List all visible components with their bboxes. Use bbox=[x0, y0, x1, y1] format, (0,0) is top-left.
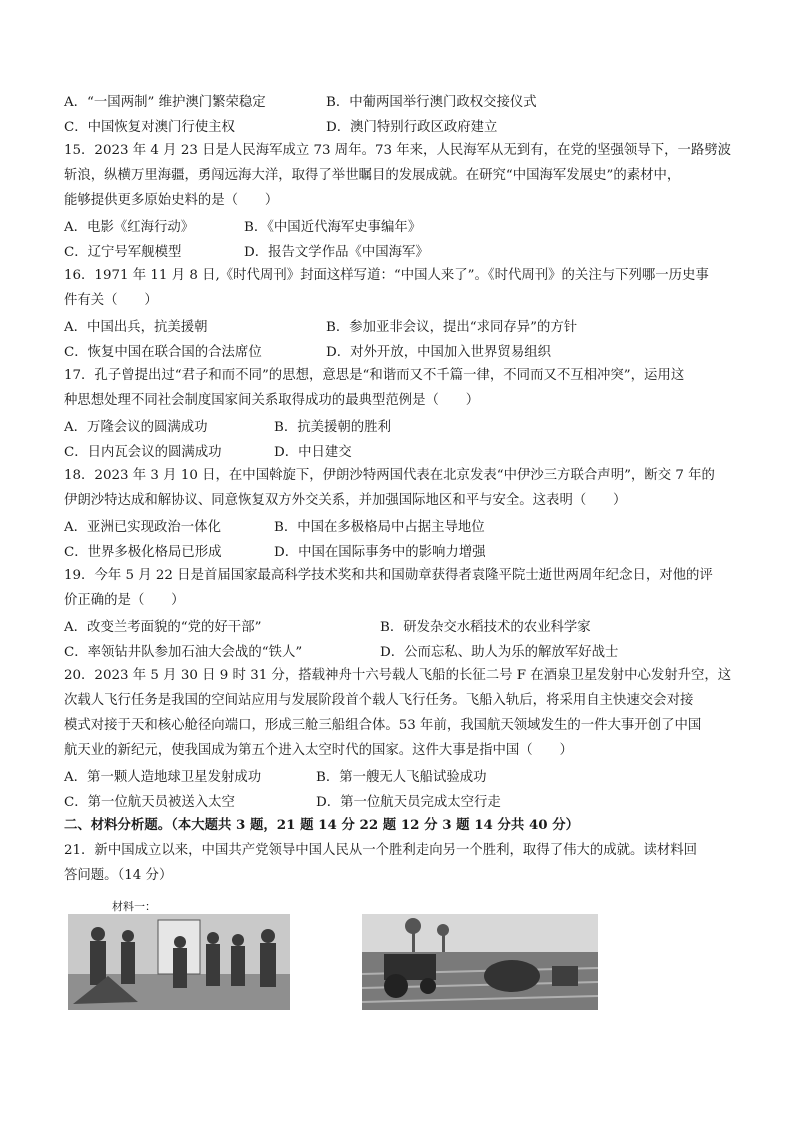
q16-option-a[interactable]: A．中国出兵，抗美援朝 bbox=[64, 320, 208, 335]
q15-option-c[interactable]: C．辽宁号军舰模型 bbox=[64, 245, 182, 260]
q19-option-b[interactable]: B．研发杂交水稻技术的农业科学家 bbox=[380, 620, 591, 635]
question-15 bbox=[64, 138, 744, 263]
q17-options-row1 bbox=[64, 413, 744, 438]
q16-options-row2 bbox=[64, 338, 744, 363]
q14-option-d[interactable]: D．澳门特别行政区政府建立 bbox=[326, 120, 498, 135]
q15-option-a[interactable]: A．电影《红海行动》 bbox=[64, 220, 195, 235]
q21-stem-line2: 答问题。（14 分） bbox=[64, 868, 173, 883]
q18-options-row1 bbox=[64, 513, 744, 538]
q20-stem-line4: 航天业的新纪元，使我国成为第五个进入太空时代的国家。这件大事是指中国（ ） bbox=[64, 743, 573, 758]
q18-options-row2 bbox=[64, 538, 744, 563]
q20-stem-line1: 20．2023 年 5 月 30 日 9 时 31 分，搭载神舟十六号载人飞船的长征二号 F 在酒泉卫星发射中心发射升空，这 bbox=[64, 668, 732, 683]
q19-option-d[interactable]: D．公而忘私、助人为乐的解放军好战士 bbox=[380, 645, 619, 660]
q15-option-b[interactable]: B．《中国近代海军史事编年》 bbox=[244, 220, 422, 235]
q17-option-b[interactable]: B．抗美援朝的胜利 bbox=[274, 420, 391, 435]
question-19 bbox=[64, 563, 744, 663]
farm-photo-icon bbox=[68, 914, 290, 1010]
question-16 bbox=[64, 263, 744, 363]
material-photos bbox=[68, 914, 598, 1010]
q14-option-b[interactable]: B．中葡两国举行澳门政权交接仪式 bbox=[326, 95, 537, 110]
q16-options-row1 bbox=[64, 313, 744, 338]
q20-stem-line3: 模式对接于天和核心舱径向端口，形成三舱三船组合体。53 年前，我国航天领域发生的一件大事开创了中国 bbox=[64, 718, 702, 733]
q19-options-row2 bbox=[64, 638, 744, 663]
q16-option-d[interactable]: D．对外开放，中国加入世界贸易组织 bbox=[326, 345, 551, 360]
q21-material-label: 材料一： bbox=[112, 900, 156, 913]
q15-option-d[interactable]: D．报告文学作品《中国海军》 bbox=[244, 245, 429, 260]
q15-options-row2 bbox=[64, 238, 744, 263]
q17-stem-line2: 种思想处理不同社会制度国家间关系取得成功的最典型范例是（ ） bbox=[64, 393, 480, 408]
q20-options-row1 bbox=[64, 763, 744, 788]
question-20 bbox=[64, 663, 744, 813]
section-2-title: 二、材料分析题。（本大题共 3 题，21 题 14 分 22 题 12 分 3 题 14 分共 40 分） bbox=[64, 817, 580, 833]
q19-options-row1 bbox=[64, 613, 744, 638]
q15-stem-line1: 15．2023 年 4 月 23 日是人民海军成立 73 周年。73 年来，人民海军从无到有，在党的坚强领导下，一路劈波 bbox=[64, 143, 732, 158]
q19-stem-line2: 价正确的是（ ） bbox=[64, 593, 185, 608]
q20-option-a[interactable]: A．第一颗人造地球卫星发射成功 bbox=[64, 770, 262, 785]
q17-stem-line1: 17．孔子曾提出过“君子和而不同”的思想，意思是“和谐而又不千篇一律，不同而又不互相冲突”，运用这 bbox=[64, 368, 685, 383]
q18-option-c[interactable]: C．世界多极化格局已形成 bbox=[64, 545, 222, 560]
q17-options-row2 bbox=[64, 438, 744, 463]
q18-stem-line1: 18．2023 年 3 月 10 日，在中国斡旋下，伊朗沙特两国代表在北京发表“中伊沙三方联合声明”，断交 7 年的 bbox=[64, 468, 715, 483]
question-21 bbox=[64, 838, 744, 916]
q17-option-c[interactable]: C．日内瓦会议的圆满成功 bbox=[64, 445, 222, 460]
exam-page bbox=[64, 88, 744, 916]
q18-option-a[interactable]: A．亚洲已实现政治一体化 bbox=[64, 520, 221, 535]
q18-stem-line2: 伊朗沙特达成和解协议、同意恢复双方外交关系，并加强国际地区和平与安全。这表明（ ） bbox=[64, 493, 627, 508]
question-18 bbox=[64, 463, 744, 563]
q16-stem-line1: 16．1971 年 11 月 8 日,《时代周刊》封面这样写道：“中国人来了”。《时代周刊》的关注与下列哪一历史事 bbox=[64, 268, 709, 283]
q14-option-a[interactable]: A．“一国两制” 维护澳门繁荣稳定 bbox=[64, 95, 266, 110]
q15-options-row1 bbox=[64, 213, 744, 238]
q20-stem-line2: 次载人飞行任务是我国的空间站应用与发展阶段首个载人飞行任务。飞船入轨后，将采用自主快速交会对接 bbox=[64, 693, 694, 708]
tractor-photo-icon bbox=[362, 914, 598, 1010]
question-17 bbox=[64, 363, 744, 463]
q14-option-c[interactable]: C．中国恢复对澳门行使主权 bbox=[64, 120, 235, 135]
q14-options-row1 bbox=[64, 88, 744, 113]
q20-option-d[interactable]: D．第一位航天员完成太空行走 bbox=[316, 795, 501, 810]
q20-option-c[interactable]: C．第一位航天员被送入太空 bbox=[64, 795, 235, 810]
q20-option-b[interactable]: B．第一艘无人飞船试验成功 bbox=[316, 770, 487, 785]
q16-stem-line2: 件有关（ ） bbox=[64, 293, 158, 308]
q21-stem-line1: 21．新中国成立以来，中国共产党领导中国人民从一个胜利走向另一个胜利，取得了伟大的成就。读材料回 bbox=[64, 843, 698, 858]
q17-option-d[interactable]: D．中日建交 bbox=[274, 445, 352, 460]
q19-option-c[interactable]: C．率领钻井队参加石油大会战的“铁人” bbox=[64, 645, 303, 660]
q16-option-c[interactable]: C．恢复中国在联合国的合法席位 bbox=[64, 345, 262, 360]
q19-option-a[interactable]: A．改变兰考面貌的“党的好干部” bbox=[64, 620, 262, 635]
q15-stem-line2: 斩浪，纵横万里海疆，勇闯远海大洋，取得了举世瞩目的发展成就。在研究“中国海军发展史”的素材中， bbox=[64, 168, 681, 183]
q14-options-row2 bbox=[64, 113, 744, 138]
q18-option-d[interactable]: D．中国在国际事务中的影响力增强 bbox=[274, 545, 486, 560]
q19-stem-line1: 19．今年 5 月 22 日是首届国家最高科学技术奖和共和国勋章获得者袁隆平院士逝世两周年纪念日，对他的评 bbox=[64, 568, 713, 583]
q20-options-row2 bbox=[64, 788, 744, 813]
q18-option-b[interactable]: B．中国在多极格局中占据主导地位 bbox=[274, 520, 485, 535]
q16-option-b[interactable]: B．参加亚非会议，提出“求同存异”的方针 bbox=[326, 320, 578, 335]
q17-option-a[interactable]: A．万隆会议的圆满成功 bbox=[64, 420, 208, 435]
q15-stem-line3: 能够提供更多原始史料的是（ ） bbox=[64, 193, 279, 208]
